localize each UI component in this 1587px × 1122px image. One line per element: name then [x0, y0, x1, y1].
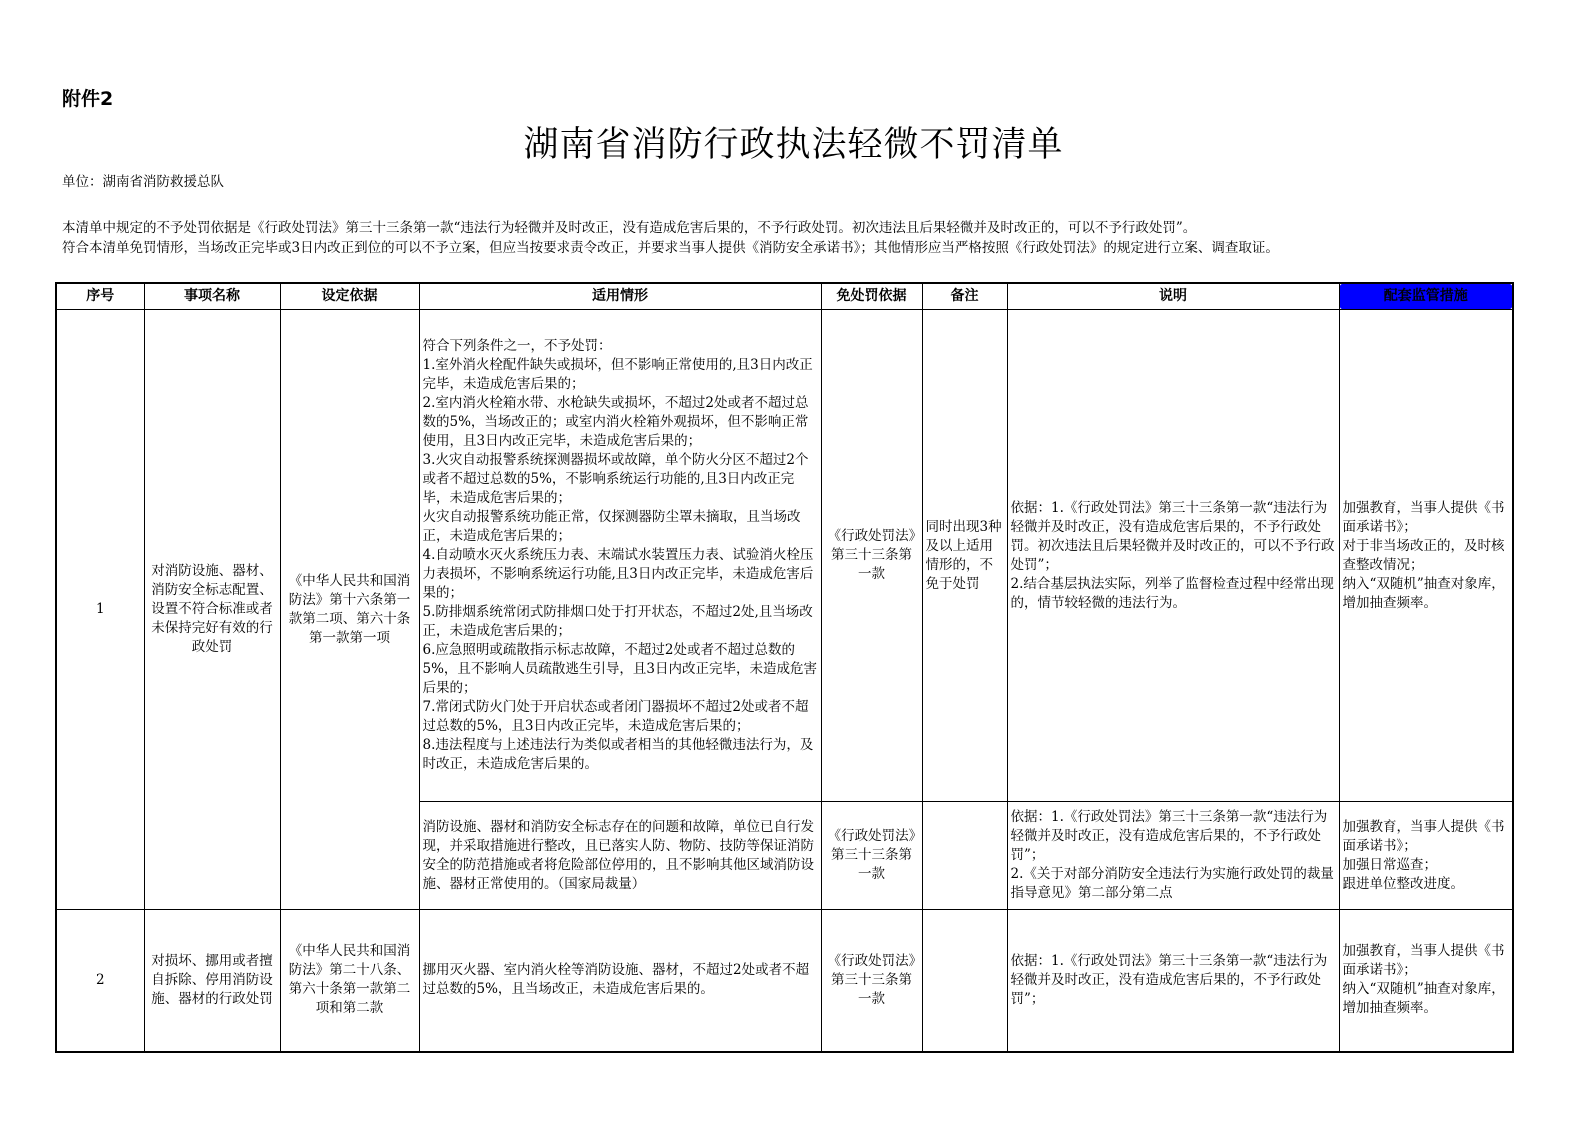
row-remark: [922, 910, 1007, 1052]
situation-line: 2.室内消火栓箱水带、水枪缺失或损坏，不超过2处或者不超过总数的5%，当场改正的；或室内消火栓箱外观损坏，但不影响正常使用，且3日内改正完毕，未造成危害后果的；: [422, 395, 809, 449]
row-remark: [922, 802, 1007, 910]
header-basis: 设定依据: [280, 283, 419, 310]
situation-line: 7.常闭式防火门处于开启状态或者闭门器损坏不超过2处或者不超过总数的5%，且3日内改正完毕，未造成危害后果的；: [422, 699, 809, 734]
notes-block: [62, 218, 1279, 258]
row-item: 对损坏、挪用或者擅自拆除、停用消防设施、器材的行政处罚: [144, 910, 280, 1052]
situation-line: 火灾自动报警系统功能正常，仅探测器防尘罩未摘取，且当场改正，未造成危害后果的；: [422, 509, 801, 544]
table-header-row: [56, 283, 1513, 310]
row-exempt-basis: 《行政处罚法》第三十三条第一款: [821, 802, 922, 910]
situation-line: 符合下列条件之一，不予处罚：: [422, 338, 612, 354]
row-measures: 加强教育，当事人提供《书面承诺书》； 纳入“双随机”抽查对象库，增加抽查频率。: [1339, 910, 1513, 1052]
unit-line: 单位：湖南省消防救援总队: [62, 174, 224, 190]
penalty-table: [55, 282, 1514, 1053]
situation-line: 8.违法程度与上述违法行为类似或者相当的其他轻微违法行为，及时改正，未造成危害后果的。: [422, 737, 814, 772]
row-measures: 加强教育，当事人提供《书面承诺书》； 加强日常巡查； 跟进单位整改进度。: [1339, 802, 1513, 910]
row-explanation: 依据：1.《行政处罚法》第三十三条第一款“违法行为轻微并及时改正，没有造成危害后果的，不予行政处罚”；: [1007, 910, 1339, 1052]
row-explanation: 依据：1.《行政处罚法》第三十三条第一款“违法行为轻微并及时改正，没有造成危害后果的，不予行政处罚。初次违法且后果轻微并及时改正的，可以不予行政处罚”； 2.结合基层执法实际，列举了监督检查过程中经常出现的，情节较轻微的违法行为。: [1007, 310, 1339, 802]
attachment-label: 附件2: [62, 88, 114, 110]
header-remark: 备注: [922, 283, 1007, 310]
page-title: 湖南省消防行政执法轻微不罚清单: [523, 125, 1064, 165]
row-measures: 加强教育，当事人提供《书面承诺书》； 对于非当场改正的，及时核查整改情况； 纳入“双随机”抽查对象库，增加抽查频率。: [1339, 310, 1513, 802]
row-item: 对消防设施、器材、消防安全标志配置、设置不符合标准或者未保持完好有效的行政处罚: [144, 310, 280, 910]
header-situation: 适用情形: [419, 283, 821, 310]
row-seq: 1: [56, 310, 144, 910]
situation-line: 3.火灾自动报警系统探测器损坏或故障，单个防火分区不超过2个或者不超过总数的5%，不影响系统运行功能的,且3日内改正完毕，未造成危害后果的；: [422, 452, 809, 506]
situation-line: 6.应急照明或疏散指示标志故障，不超过2处或者不超过总数的5%，且不影响人员疏散逃生引导，且3日内改正完毕，未造成危害后果的；: [422, 642, 818, 696]
row-basis: 《中华人民共和国消防法》第二十八条、第六十条第一款第二项和第二款: [280, 910, 419, 1052]
header-item: 事项名称: [144, 283, 280, 310]
table-row: [56, 910, 1513, 1052]
row-situation: [419, 310, 821, 802]
row-explanation: 依据：1.《行政处罚法》第三十三条第一款“违法行为轻微并及时改正，没有造成危害后果的，不予行政处罚”； 2.《关于对部分消防安全违法行为实施行政处罚的裁量指导意见》第二部分第二点: [1007, 802, 1339, 910]
row-remark: 同时出现3种及以上适用情形的，不免于处罚: [922, 310, 1007, 802]
header-seq: 序号: [56, 283, 144, 310]
row-exempt-basis: 《行政处罚法》第三十三条第一款: [821, 910, 922, 1052]
row-basis: 《中华人民共和国消防法》第十六条第一款第二项、第六十条第一款第一项: [280, 310, 419, 910]
situation-line: 5.防排烟系统常闭式防排烟口处于打开状态，不超过2处,且当场改正，未造成危害后果的；: [422, 604, 813, 639]
header-exempt-basis: 免处罚依据: [821, 283, 922, 310]
row-seq: 2: [56, 910, 144, 1052]
note-line: 本清单中规定的不予处罚依据是《行政处罚法》第三十三条第一款“违法行为轻微并及时改正，没有造成危害后果的，不予行政处罚。初次违法且后果轻微并及时改正的，可以不予行政处罚”。: [62, 220, 1197, 236]
row-situation: 挪用灭火器、室内消火栓等消防设施、器材，不超过2处或者不超过总数的5%，且当场改正，未造成危害后果的。: [419, 910, 821, 1052]
table-row: [56, 310, 1513, 802]
header-measures: 配套监管措施: [1339, 283, 1513, 310]
row-exempt-basis: 《行政处罚法》第三十三条第一款: [821, 310, 922, 802]
note-line: 符合本清单免罚情形，当场改正完毕或3日内改正到位的可以不予立案，但应当按要求责令改正，并要求当事人提供《消防安全承诺书》；其他情形应当严格按照《行政处罚法》的规定进行立案、调查取证。: [62, 240, 1279, 256]
situation-line: 4.自动喷水灭火系统压力表、末端试水装置压力表、试验消火栓压力表损坏，不影响系统运行功能,且3日内改正完毕，未造成危害后果的；: [422, 547, 814, 601]
header-explanation: 说明: [1007, 283, 1339, 310]
situation-line: 1.室外消火栓配件缺失或损坏，但不影响正常使用的,且3日内改正完毕，未造成危害后果的；: [422, 357, 813, 392]
row-situation: 消防设施、器材和消防安全标志存在的问题和故障，单位已自行发现，并采取措施进行整改，且已落实人防、物防、技防等保证消防安全的防范措施或者将危险部位停用的，且不影响其他区域消防设施、器材正常使用的。（国家局裁量）: [419, 802, 821, 910]
